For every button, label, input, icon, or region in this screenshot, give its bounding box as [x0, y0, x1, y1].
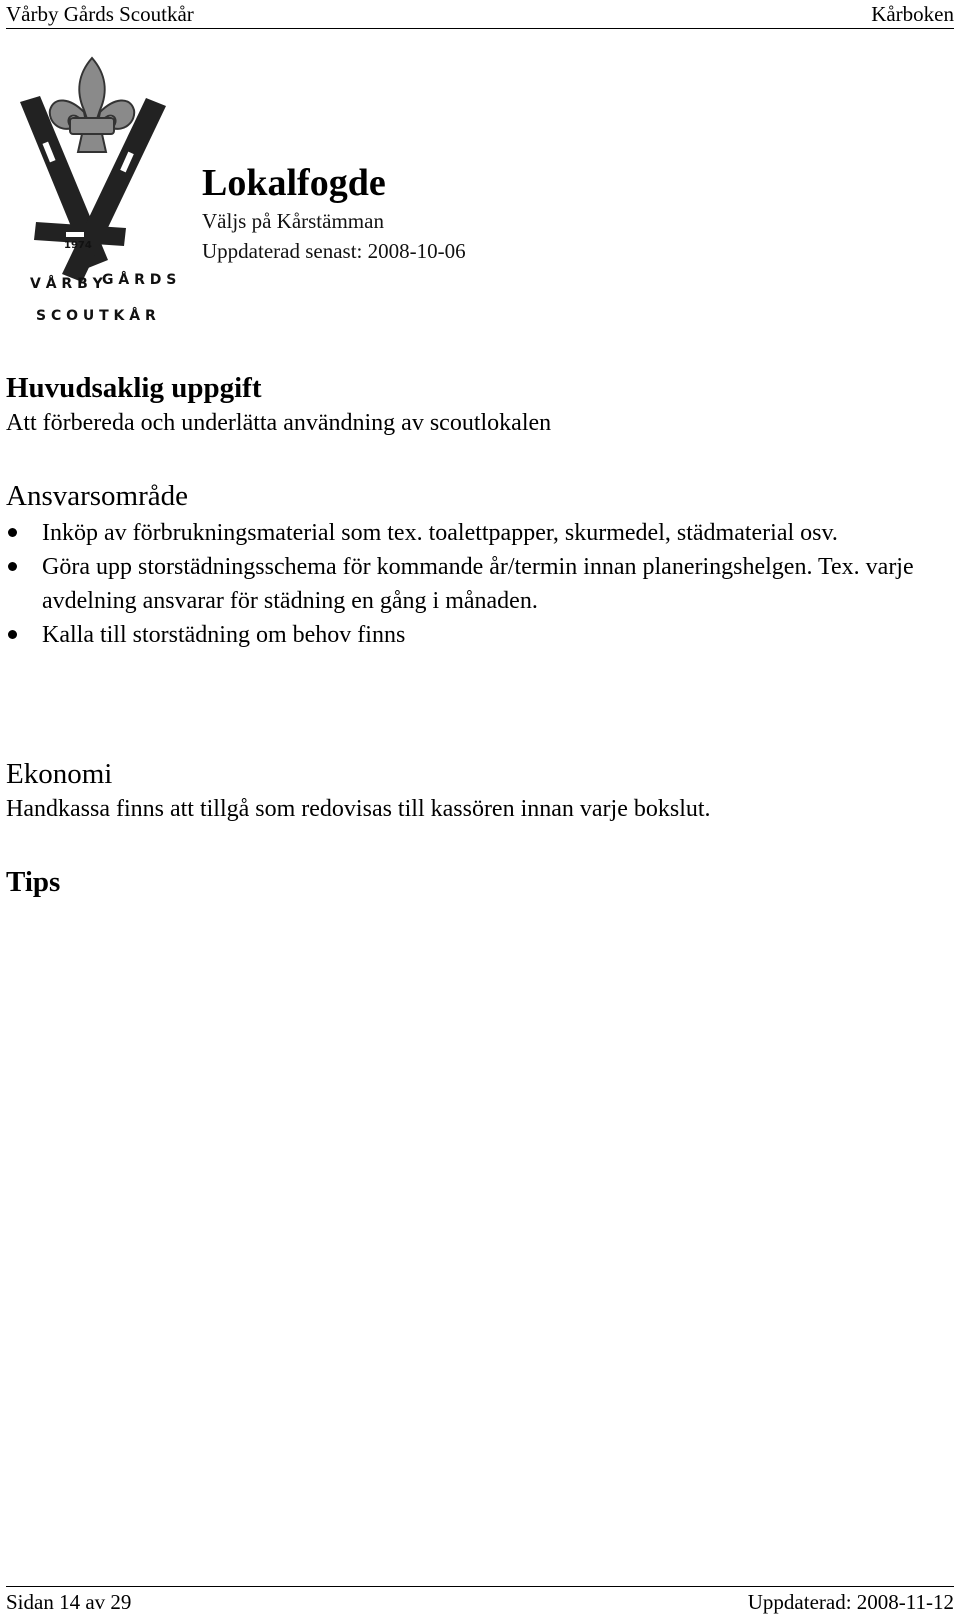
heading-responsibility: Ansvarsområde [6, 480, 189, 512]
section-main-task [6, 370, 940, 440]
section-responsibility [6, 478, 940, 652]
heading-main-task: Huvudsaklig uppgift [6, 372, 262, 404]
svg-text:S C O U T K Å R: S C O U T K Å R [36, 308, 156, 324]
main-task-text: Att förbereda och underlätta användning av scoutlokalen [6, 410, 552, 436]
title-block [202, 160, 466, 266]
section-tips [6, 864, 940, 900]
scout-emblem-logo [6, 52, 178, 342]
page-title: Lokalfogde [202, 162, 386, 204]
subtitle-elected: Väljs på Kårstämman [202, 209, 384, 233]
svg-text:G Å R D S: G Å R D S [102, 272, 177, 288]
list-item: Kalla till storstädning om behov finns [6, 618, 940, 652]
section-economy [6, 756, 940, 826]
svg-text:1974: 1974 [64, 240, 92, 251]
page-number: Sidan 14 av 29 [6, 1590, 132, 1614]
list-item: Inköp av förbrukningsmaterial som tex. toalettpapper, skurmedel, städmaterial osv. [6, 516, 940, 550]
heading-economy: Ekonomi [6, 758, 113, 790]
subtitle-updated: Uppdaterad senast: 2008-10-06 [202, 239, 466, 263]
page-header [6, 0, 954, 29]
svg-text:V Å R B Y: V Å R B Y [30, 276, 103, 292]
economy-text: Handkassa finns att tillgå som redovisas till kassören innan varje bokslut. [6, 796, 711, 822]
list-item: Göra upp storstädningsschema för kommande år/termin innan planeringshelgen. Tex. varje avdelning ansvarar för städning en gång i månaden. [6, 550, 940, 618]
header-org-name: Vårby Gårds Scoutkår [6, 2, 194, 26]
responsibility-list [6, 516, 940, 652]
heading-tips: Tips [6, 866, 61, 898]
page-footer [6, 1586, 954, 1617]
header-book-name: Kårboken [871, 2, 954, 26]
footer-updated: Uppdaterad: 2008-11-12 [747, 1590, 954, 1614]
